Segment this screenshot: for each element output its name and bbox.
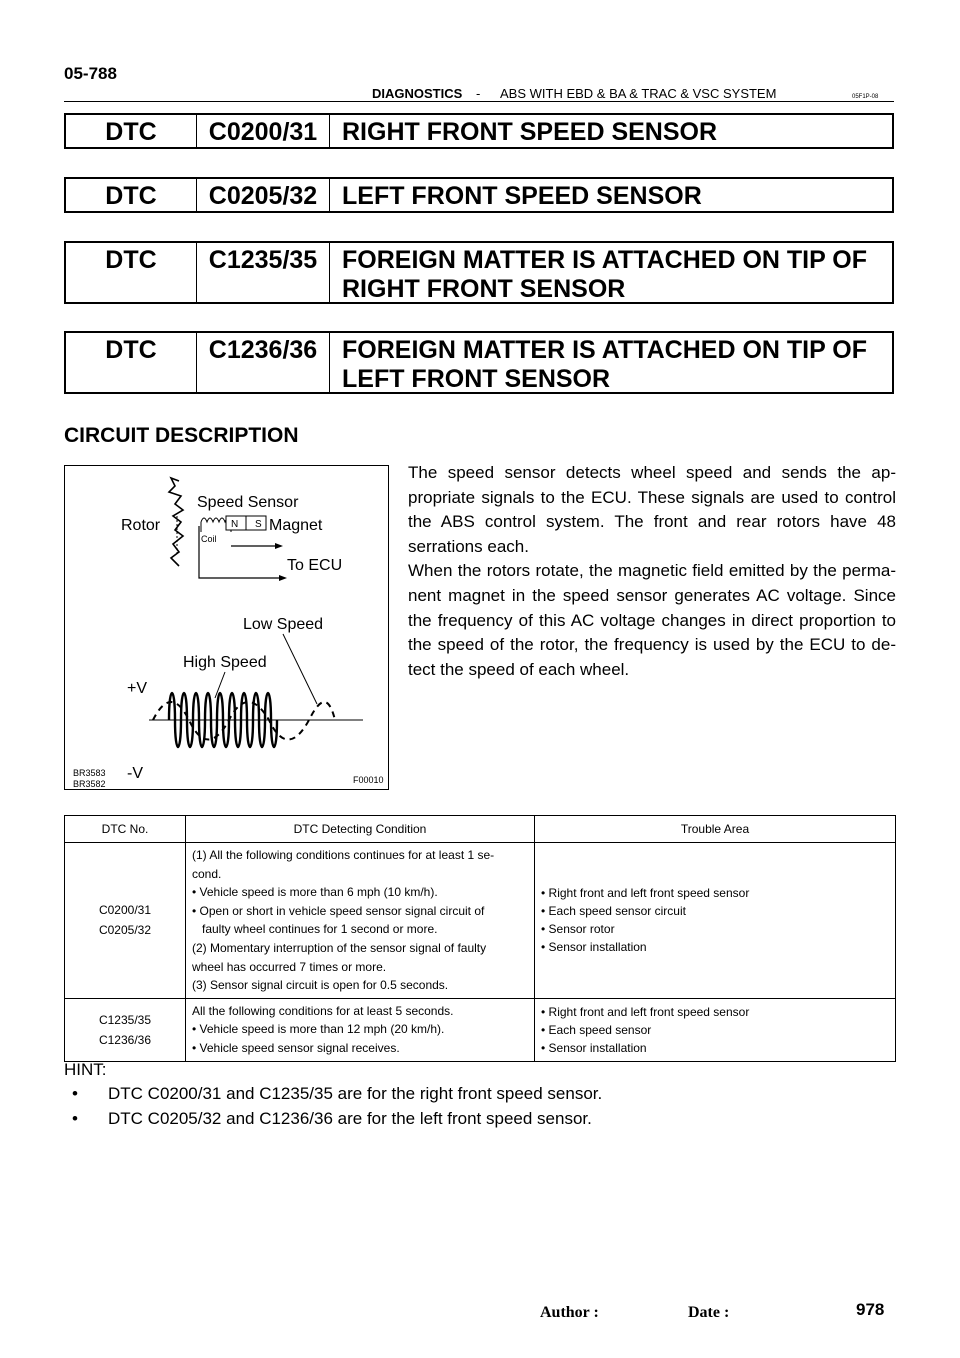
dtc-desc-line: RIGHT FRONT SENSOR <box>342 275 626 303</box>
dtc-no-cell <box>65 998 186 1061</box>
dtc-no: C0200/31 <box>98 903 152 918</box>
ref-label: BR3583 <box>73 768 106 778</box>
dtc-label: DTC <box>66 243 197 302</box>
condition-line: • Open or short in vehicle speed sensor signal circuit of <box>192 903 485 918</box>
dtc-no: C0205/32 <box>98 923 152 938</box>
header-code: 05F1P-08 <box>852 94 879 100</box>
dtc-description <box>330 333 892 392</box>
dtc-description <box>330 115 892 147</box>
author-label: Author : <box>540 1304 599 1321</box>
condition-cell <box>186 843 535 999</box>
header-rule <box>64 101 894 102</box>
condition-line: (3) Sensor signal circuit is open for 0.5 seconds. <box>192 978 449 993</box>
description-paragraph: The speed sensor detects wheel speed and sends the ap-propriate signals to the ECU. These signals are used to control the ABS control system. The front and rear rotors have 48 serrations each. <box>408 463 896 556</box>
trouble-area-cell <box>535 998 896 1061</box>
arrow-icon <box>279 575 287 581</box>
condition-line: (2) Momentary interruption of the sensor signal of faulty <box>192 940 487 955</box>
circuit-description-text <box>408 461 896 682</box>
trouble-area-line: • Right front and left front speed sensor <box>541 1004 750 1019</box>
table-row <box>65 843 896 999</box>
rotor-label: Rotor <box>121 517 161 534</box>
dtc-label: DTC <box>66 115 197 147</box>
section-title: CIRCUIT DESCRIPTION <box>64 424 299 447</box>
dtc-title-box <box>64 331 894 394</box>
table-header: DTC Detecting Condition <box>186 816 535 843</box>
hint-item <box>72 1084 602 1104</box>
dtc-code: C1236/36 <box>197 333 330 392</box>
condition-cell <box>186 998 535 1061</box>
trouble-area-line: • Right front and left front speed sensor <box>541 886 750 901</box>
minus-v-label: -V <box>127 765 143 782</box>
trouble-area-line: • Sensor installation <box>541 1040 647 1055</box>
hint-item <box>72 1109 592 1129</box>
dtc-table <box>64 815 896 1062</box>
trouble-area-line: • Sensor rotor <box>541 922 615 937</box>
arrow-icon <box>275 543 283 549</box>
condition-line: • Vehicle speed is more than 6 mph (10 km/h). <box>192 885 438 900</box>
table-header: DTC No. <box>65 816 186 843</box>
condition-line: All the following conditions for at least 5 seconds. <box>192 1003 454 1018</box>
dtc-desc-line: LEFT FRONT SPEED SENSOR <box>342 182 702 210</box>
header-system: ABS WITH EBD & BA & TRAC & VSC SYSTEM <box>500 86 777 101</box>
speed-sensor-diagram <box>65 466 390 791</box>
dtc-code: C1235/35 <box>197 243 330 302</box>
hint-label: HINT: <box>64 1060 107 1079</box>
condition-line: • Vehicle speed is more than 12 mph (20 km/h). <box>192 1022 445 1037</box>
dtc-description <box>330 243 892 302</box>
header-separator: - <box>476 86 481 101</box>
hint-text: DTC C0205/32 and C1236/36 are for the left front speed sensor. <box>108 1109 592 1128</box>
dtc-desc-line: LEFT FRONT SENSOR <box>342 365 611 393</box>
table-header: Trouble Area <box>535 816 896 843</box>
magnet-label: Magnet <box>269 517 323 534</box>
condition-line: • Vehicle speed sensor signal receives. <box>192 1040 400 1055</box>
dtc-label: DTC <box>66 179 197 211</box>
dtc-label: DTC <box>66 333 197 392</box>
dtc-desc-line: FOREIGN MATTER IS ATTACHED ON TIP OF <box>342 336 867 364</box>
hint-text: DTC C0200/31 and C1235/35 are for the right front speed sensor. <box>108 1084 603 1103</box>
dtc-title-box <box>64 113 894 149</box>
condition-line: cond. <box>192 866 222 881</box>
magnet-s-label: S <box>255 519 262 530</box>
trouble-area-line: • Each speed sensor circuit <box>541 904 686 919</box>
speed-sensor-label: Speed Sensor <box>197 494 299 511</box>
trouble-area-cell <box>535 843 896 999</box>
bullet-icon: • <box>72 1109 78 1128</box>
rotor-serrations <box>169 478 183 566</box>
trouble-area-line: • Each speed sensor <box>541 1022 652 1037</box>
dtc-no: C1235/35 <box>98 1012 152 1027</box>
trouble-area-line: • Sensor installation <box>541 940 647 955</box>
header-section: DIAGNOSTICS <box>372 86 463 101</box>
condition-line: wheel has occurred 7 times or more. <box>192 959 387 974</box>
dtc-title-box <box>64 241 894 304</box>
plus-v-label: +V <box>127 680 148 697</box>
dtc-no: C1236/36 <box>98 1032 152 1047</box>
dtc-code: C0200/31 <box>197 115 330 147</box>
ref-label: BR3582 <box>73 779 106 789</box>
description-paragraph: When the rotors rotate, the magnetic field emitted by the perma-nent magnet in the speed sensor generates AC voltage. Since the frequency of this AC voltage changes in direct proportion to the speed of the rotor, the frequency is used by the ECU to de-tect the speed of each wheel. <box>408 561 896 679</box>
page-number: 05-788 <box>64 64 117 83</box>
coil-label: Coil <box>201 534 217 544</box>
low-speed-leader <box>283 634 317 704</box>
dtc-description <box>330 179 892 211</box>
bullet-icon: • <box>72 1084 78 1103</box>
footer-page-number: 978 <box>856 1300 885 1319</box>
speed-sensor-figure <box>64 465 389 790</box>
high-speed-label: High Speed <box>183 654 267 671</box>
dtc-no-cell <box>65 843 186 999</box>
figure-id: F00010 <box>353 775 384 785</box>
date-label: Date : <box>688 1304 730 1321</box>
dtc-desc-line: RIGHT FRONT SPEED SENSOR <box>342 118 718 146</box>
dtc-code: C0205/32 <box>197 179 330 211</box>
table-row <box>65 998 896 1061</box>
condition-line: (1) All the following conditions continues for at least 1 se- <box>192 848 495 862</box>
to-ecu-label: To ECU <box>287 557 343 574</box>
dtc-desc-line: FOREIGN MATTER IS ATTACHED ON TIP OF <box>342 246 867 274</box>
condition-line: faulty wheel continues for 1 second or more. <box>202 922 438 937</box>
table-header-row <box>65 816 896 843</box>
low-speed-label: Low Speed <box>243 616 324 633</box>
dtc-title-box <box>64 177 894 213</box>
magnet-n-label: N <box>231 519 239 530</box>
